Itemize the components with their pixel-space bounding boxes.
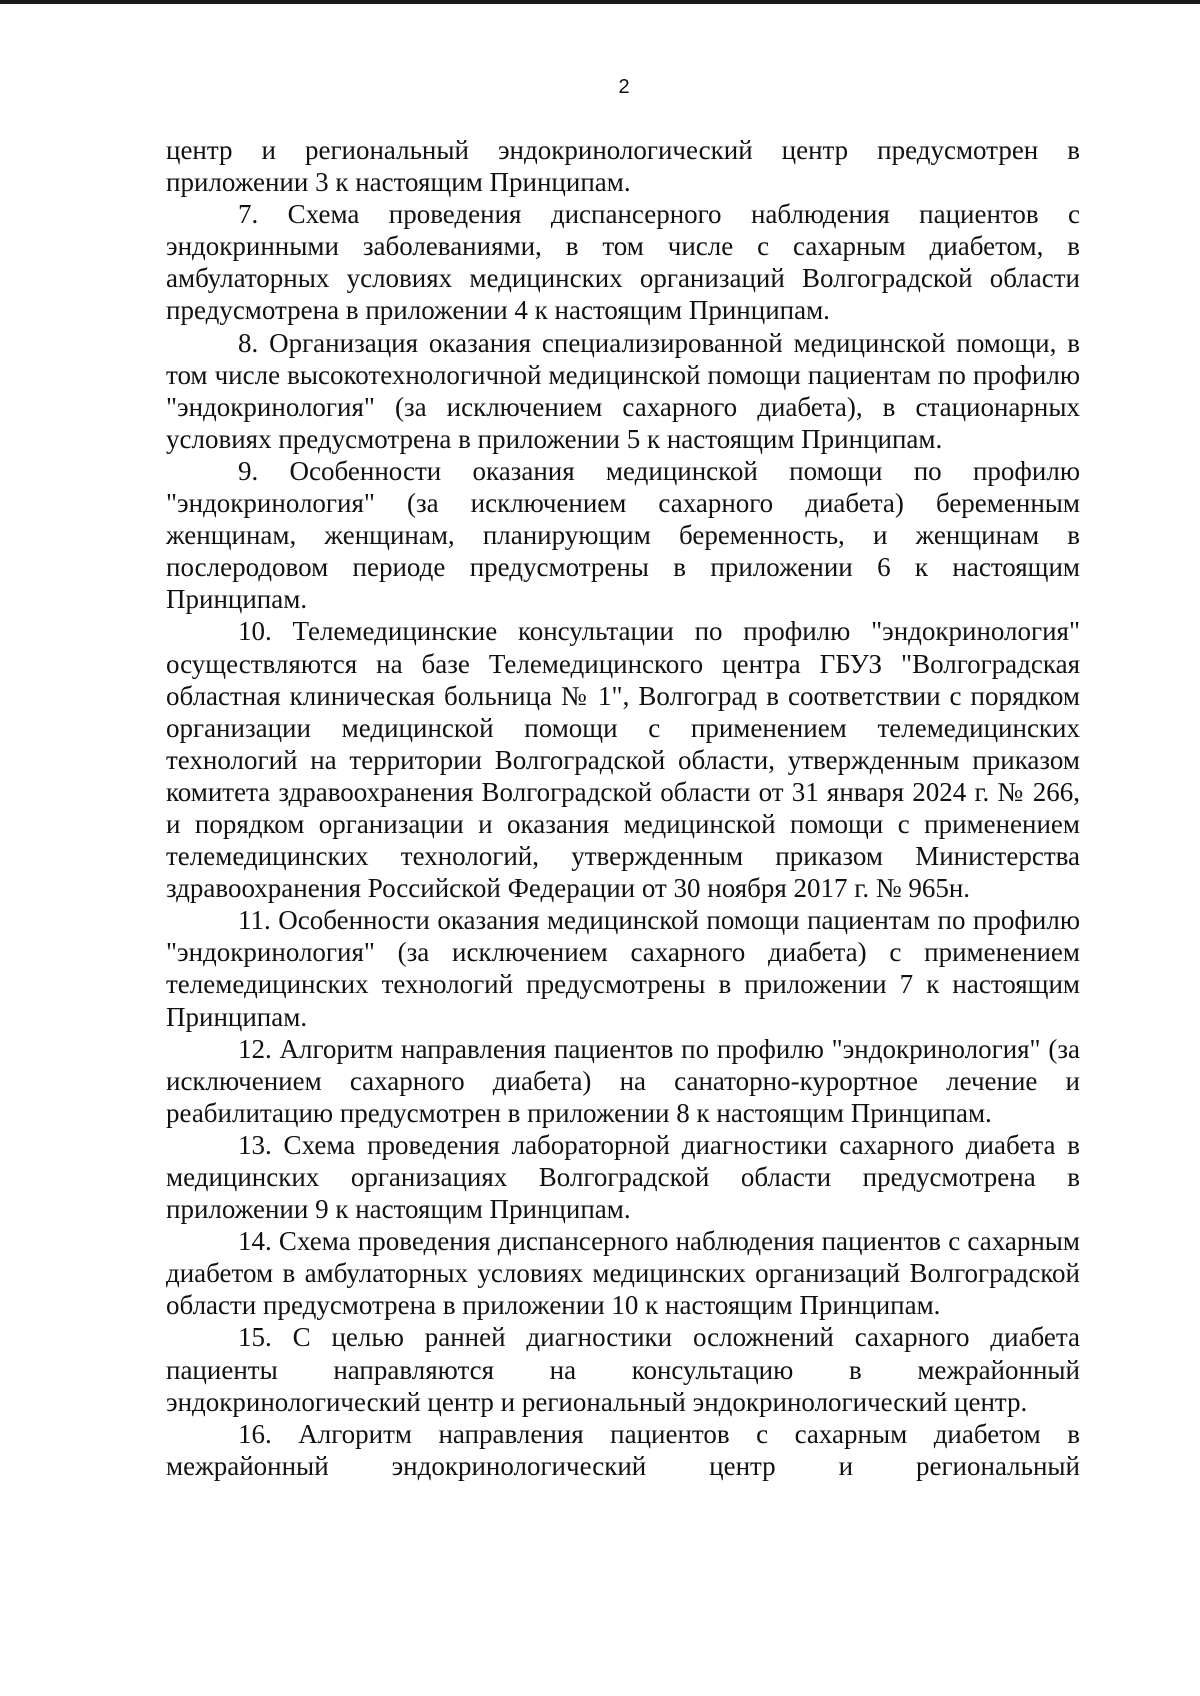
- document-body: [166, 134, 1080, 1482]
- paragraph-14: 14. Схема проведения диспансерного наблюдения пациентов с сахарным диабетом в амбулаторных условиях медицинских организаций Волгоградской области предусмотрена в приложении 10 к настоящим Принципам.: [166, 1226, 1080, 1321]
- top-border-line: [0, 0, 1200, 4]
- paragraph-16: 16. Алгоритм направления пациентов с сахарным диабетом в межрайонный эндокринологический центр и региональный: [166, 1418, 1080, 1481]
- paragraph-7: 7. Схема проведения диспансерного наблюдения пациентов с эндокринными заболеваниями, в том числе с сахарным диабетом, в амбулаторных условиях медицинских организаций Волгоградской области предусмотрена в приложении 4 к настоящим Принципам.: [166, 199, 1080, 326]
- paragraph-13: 13. Схема проведения лабораторной диагностики сахарного диабета в медицинских организациях Волгоградской области предусмотрена в приложении 9 к настоящим Принципам.: [166, 1129, 1080, 1225]
- paragraph-8: 8. Организация оказания специализированной медицинской помощи, в том числе высокотехнологичной медицинской помощи пациентам по профилю "эндокринология" (за исключением сахарного диабета), в стационарных условиях предусмотрена в приложении 5 к настоящим Принципам.: [166, 327, 1080, 454]
- paragraph-11: 11. Особенности оказания медицинской помощи пациентам по профилю "эндокринология" (за исключением сахарного диабета) с применением телемедицинских технологий предусмотрены в приложении 7 к настоящим Принципам.: [166, 905, 1080, 1032]
- paragraph-12: 12. Алгоритм направления пациентов по профилю "эндокринология" (за исключением сахарного диабета) на санаторно-курортное лечение и реабилитацию предусмотрен в приложении 8 к настоящим Принципам.: [166, 1033, 1080, 1128]
- paragraph-15: 15. С целью ранней диагностики осложнений сахарного диабета пациенты направляются на консультацию в межрайонный эндокринологический центр и региональный эндокринологический центр.: [166, 1322, 1080, 1417]
- paragraph-continuation: центр и региональный эндокринологический центр предусмотрен в приложении 3 к настоящим Принципам.: [166, 135, 1080, 198]
- page-number: 2: [618, 76, 630, 98]
- paragraph-10: 10. Телемедицинские консультации по профилю "эндокринология" осуществляются на базе Телемедицинского центра ГБУЗ "Волгоградская областная клиническая больница № 1", Волгоград в соответствии с порядком организации медицинской помощи с применением телемедицинских технологий на территории Волгоградской области, утвержденным приказом комитета здравоохранения Волгоградской области от 31 января 2024 г. № 266, и порядком организации и оказания медицинской помощи с применением телемедицинских технологий, утвержденным приказом Министерства здравоохранения Российской Федерации от 30 ноября 2017 г. № 965н.: [166, 616, 1080, 904]
- paragraph-9: 9. Особенности оказания медицинской помощи по профилю "эндокринология" (за исключением сахарного диабета) беременным женщинам, женщинам, планирующим беременность, и женщинам в послеродовом периоде предусмотрены в приложении 6 к настоящим Принципам.: [166, 455, 1080, 615]
